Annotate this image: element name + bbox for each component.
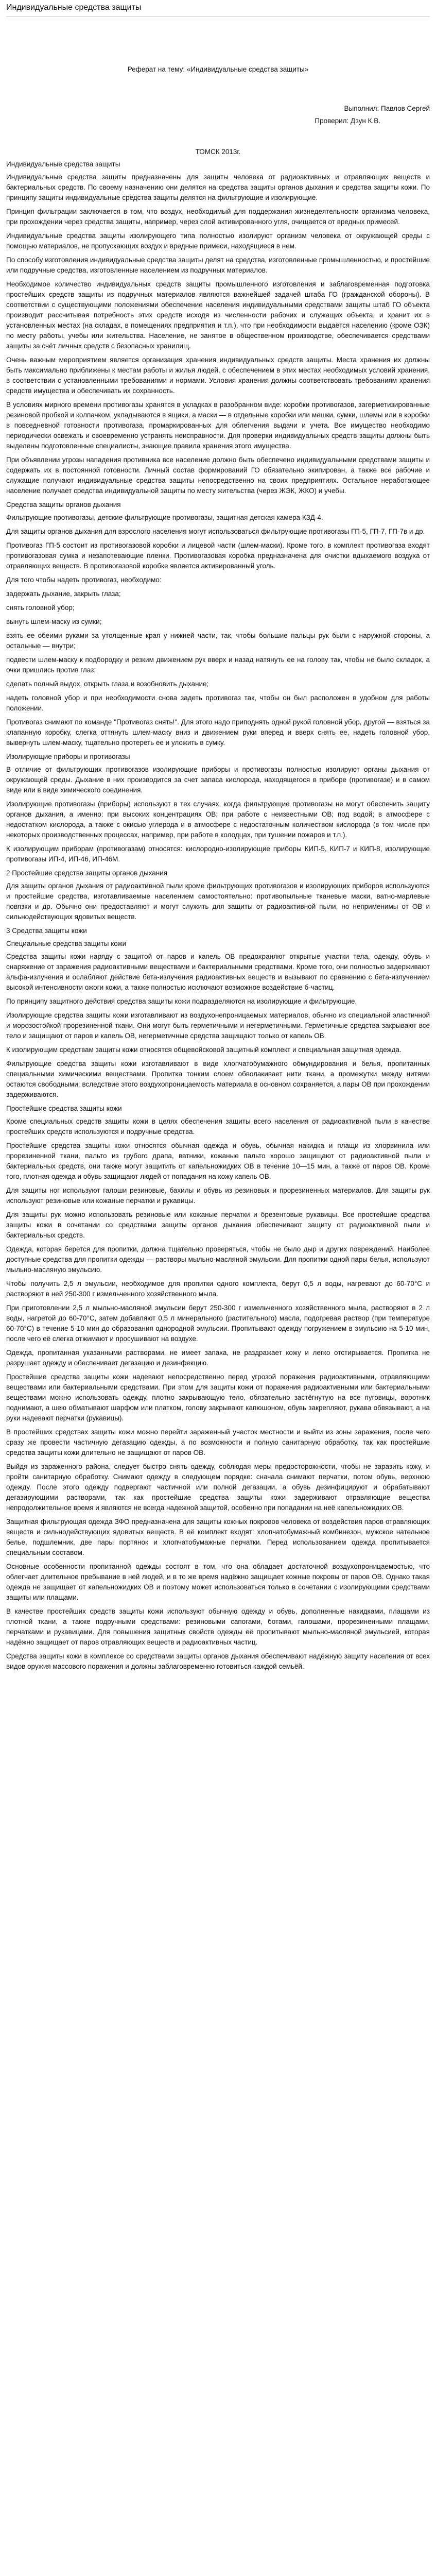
paragraph: При приготовлении 2,5 л мыльно-масляной эмульсии берут 250-300 г измельченного хозяйственного мыла, растворяют в 2 л воды, нагретой до 60-70°С, затем добавляют 0,5 л минерального (растительного) масла, подогревая раствор (при температуре 60-70°С) в течение 5-10 мин до образования однородной эмульсии. Пропитывают одежду погружением в эмульсию на 5-10 мин, после чего её слегка отжимают и просушивают на воздухе.: [6, 1304, 430, 1343]
document-title: Индивидуальные средства защиты: [6, 3, 142, 12]
paragraph: Выйдя из зараженного района, следует быстро снять одежду, соблюдая меры предосторожности, чтобы не заразить кожу, и пройти санитарную обработку. Снимают одежду в следующем порядке: сначала снимают перчатки, потом обувь, верхнюю одежду. После этого одежду подвергают частичной или полной дегазации, а обувь дезинфицируют и обрабатывают дегазирующими растворами, так как простейшие средства защиты кожи задерживают отравляющие вещества непродолжительное время и являются не всегда надежной защитой, особенно при попадании на неё капельножидких ОВ.: [6, 1463, 430, 1512]
paragraph: Для того чтобы надеть противогаз, необходимо:: [6, 576, 162, 584]
paragraph: вынуть шлем-маску из сумки;: [6, 618, 102, 625]
paragraph: задержать дыхание, закрыть глаза;: [6, 590, 121, 598]
paragraph: К изолирующим средствам защиты кожи относятся общевойсковой защитный комплект и специальная защитная одежда.: [6, 1046, 402, 1054]
section-heading: Специальные средства защиты кожи: [6, 940, 127, 947]
paragraph: Индивидуальные средства защиты изолирующего типа полностью изолируют организм человека от окружающей среды с помощью материалов, не пропускающих воздух и вредные примеси, находящиеся в нем.: [6, 232, 430, 250]
title-divider: [6, 16, 430, 17]
paragraph: Изолирующие противогазы (приборы) используют в тех случаях, когда фильтрующие противогазы не могут обеспечить защиту органов дыхания, а именно: при высоких концентрациях ОВ; при работе с неизвестными ОВ; под водой; в атмосфере с недостатком кислорода, а также с окисью углерода и в атмосфере с недостаточным количеством кислорода (в том числе при некоторых производственных процессах, например, при работе в колодцах, при тушении пожаров и т.п.).: [6, 800, 430, 839]
paragraph: Изолирующие средства защиты кожи изготавливают из воздухонепроницаемых материалов, обычно из специальной эластичной и морозостойкой прорезиненной ткани. Они могут быть герметичными и негерметичными. Герметичные средства закрывают все тело и защищают от паров и капель ОВ, негерметичные средства защищают только от капель ОВ.: [6, 1011, 430, 1040]
paragraph: Для защиты органов дыхания от радиоактивной пыли кроме фильтрующих противогазов и изолирующих приборов используются и простейшие средства, изготавливаемые населением самостоятельно: противопыльные тканевые маски, ватно-марлевые повязки и др. Обычно они предоставляют и могут служить для защиты от радиоактивной пыли, но неприменимы от ОВ и сильнодействующих ядовитых веществ.: [6, 882, 430, 921]
paragraph: Одежда, пропитанная указанными растворами, не имеет запаха, не раздражает кожу и легко отстирывается. Пропитка не разрушает одежду и обеспечивает дегазацию и дезинфекцию.: [6, 1349, 430, 1367]
paragraph: В условиях мирного времени противогазы хранятся в укладках в разобранном виде: коробки противогазов, загерметизированные резиновой пробкой и колпачком, укладываются в ящики, а маски — в отдельные коробки или мешки, сумки, шлемы или в коробки в повседневной готовности противогаза, промаркированных для облегчения выдачи и учета. Все имущество необходимо периодически освежать и своевременно устранять неисправности. Для проверки индивидуальных средств защиты должны быть выделены подготовленные специалисты, знающие правила хранения этого имущества.: [6, 401, 430, 450]
checker-line: Проверил: Дзун К.В.: [315, 117, 380, 125]
section-heading: Простейшие средства защиты кожи: [6, 1105, 122, 1112]
author-line: Выполнил: Павлов Сергей: [344, 105, 430, 112]
section-heading: Индивидуальные средства защиты: [6, 160, 120, 168]
section-heading: Изолирующие приборы и противогазы: [6, 753, 130, 760]
paragraph: К изолирующим приборам (противогазам) относятся: кислородно-изолирующие приборы КИП-5, КИП-7 и КИП-8, изолирующие противогазы ИП-4, ИП-46, ИП-46М.: [6, 845, 430, 863]
paragraph: По способу изготовления индивидуальные средства защиты делят на средства, изготовленные промышленностью, и простейшие или подручные средства, изготовленные населением из подручных материалов.: [6, 256, 430, 274]
paragraph: Для защиты рук можно использовать резиновые или кожаные перчатки и брезентовые рукавицы. Все простейшие средства защиты кожи в сочетании со средствами защиты органов дыхания обеспечивают защиту от радиоактивной пыли и бактериальных средств.: [6, 1211, 430, 1239]
paragraph: Основные особенности пропитанной одежды состоят в том, что она обладает достаточной воздухопроницаемостью, что облегчает длительное пребывание в ней людей, и в то же время надёжно защищает кожные покровы от паров ОВ. Однако такая одежда не защищает от капельножидких ОВ и поэтому может использоваться только в сочетании с изолирующими средствами защиты или плащами.: [6, 1563, 430, 1601]
paragraph: Кроме специальных средств защиты кожи в целях обеспечения защиты всего населения от радиоактивной пыли в качестве простейших средств используются и подручные средства.: [6, 1117, 430, 1136]
paragraph: Простейшие средства защиты кожи относятся обычная одежда и обувь, обычная накидка и плащи из хлорвинила или прорезиненной ткани, пальто из грубого драпа, ватники, кожаные пальто хорошо защищают от радиоактивной пыли и бактериальных средств, они также могут защитить от капельножидких ОВ в течение 10—15 мин, а также от паров ОВ. Кроме того, плотная одежда и обувь защищают людей от попадания на кожу капель ОВ.: [6, 1142, 430, 1180]
document-body: [6, 159, 430, 1672]
paragraph: Необходимое количество индивидуальных средств защиты промышленного изготовления и заблаговременная подготовка простейших средств защиты из подручных материалов являются важнейшей задачей штаба ГО (гражданской обороны). В соответствии с существующими положениями обеспечение населения индивидуальными средствами защиты штаб ГО объекта производит рассчитывая потребность этих средств исходя из численности рабочих и служащих объекта, и хранит их в установленных местах (на складах, в помещениях предприятия и т.п.), что при необходимости выдаётся населению (кроме ОЗК) по месту работы, учебы или жительства. Население, не занятое в общественном производстве, обеспечивается средствами защиты за счёт личных средств с безопасных хранилищ.: [6, 280, 430, 350]
document-page: [0, 2, 436, 2576]
section-heading: 2 Простейшие средства защиты органов дыхания: [6, 869, 168, 877]
paragraph: Защитная фильтрующая одежда ЗФО предназначена для защиты кожных покровов человека от воздействия паров отравляющих веществ и сильнодействующих ядовитых веществ. В её комплект входят: хлопчатобумажный комбинезон, мужское нательное белье, подшлемник, две пары портянок и хлопчатобумажные перчатки. Перед использованием одежда пропитывается специальным составом.: [6, 1518, 430, 1556]
paragraph: Противогаз ГП-5 состоит из противогазовой коробки и лицевой части (шлем-маски). Кроме того, в комплект противогаза входят противогазовая сумка и незапотевающие пленки. Противогазовая коробка предназначена для очистки вдыхаемого воздуха от отравляющих веществ. В противогазовой коробке является активированный уголь.: [6, 541, 430, 570]
paragraph: Очень важным мероприятием является организация хранения индивидуальных средств защиты. Места хранения их должны быть максимально приближены к местам работы и жилья людей, с обеспечением в этих местах необходимых условий хранения, в соответствии с установленными требованиями и нормами. Условия хранения должны соответствовать требованиям хранения средств имущества и обеспечивать их сохранность.: [6, 356, 430, 395]
paragraph: Простейшие средства защиты кожи надевают непосредственно перед угрозой поражения радиоактивными, отравляющими веществами или бактериальными средствами. При этом для защиты кожи от поражения радиоактивными или бактериальными веществами можно использовать одежду, плотно закрывающую тело, обязательно застёгнутую на все пуговицы, воротник поднимают, а шею обматывают шарфом или платком, голову закрывают капюшоном, обувь закрепляют, рукава обвязывают, а на руки надевают перчатки (рукавицы).: [6, 1373, 430, 1422]
paragraph: В отличие от фильтрующих противогазов изолирующие приборы и противогазы полностью изолируют органы дыхания от окружающей среды. Дыхание в них производится за счет запаса кислорода, находящегося в приборе (противогазе) и в самом виде или в виде химического соединения.: [6, 766, 430, 794]
paragraph: В простейших средствах защиты кожи можно перейти зараженный участок местности и выйти из зоны заражения, после чего сразу же провести частичную дегазацию одежды, а по возможности и полную санитарную обработку, так как простейшие средства защиты кожи длительно не защищают от паров ОВ.: [6, 1428, 430, 1456]
paragraph: сделать полный выдох, открыть глаза и возобновить дыхание;: [6, 680, 209, 688]
paragraph: взять ее обеими руками за утолщенные края у нижней части, так, чтобы большие пальцы рук были с наружной стороны, а остальные — внутри;: [6, 632, 430, 650]
paragraph: При объявлении угрозы нападения противника все население должно быть обеспечено индивидуальными средствами защиты и содержать их в постоянной готовности. Личный состав формирований ГО обязательно экипирован, а также все рабочие и служащие получают индивидуальные средства защиты непосредственно на своих предприятиях. Остальное неработающее население получает средства индивидуальной защиты по месту жительства (через ЖЭК, ЖКО) и учебы.: [6, 456, 430, 495]
paragraph: Средства защиты кожи в комплексе со средствами защиты органов дыхания обеспечивают надёжную защиту населения от всех видов оружия массового поражения и должны заблаговременно готовиться каждой семьёй.: [6, 1652, 430, 1670]
paragraph: подвести шлем-маску к подбородку и резким движением рук вверх и назад натянуть ее на голову так, чтобы не было складок, а очки пришлись против глаз;: [6, 656, 430, 674]
paragraph: Для защиты органов дыхания для взрослого населения могут использоваться фильтрующие противогазы ГП-5, ГП-7, ГП-7в и др.: [6, 528, 425, 535]
paragraph: Одежда, которая берется для пропитки, должна тщательно проверяться, чтобы не было дыр и других повреждений. Наиболее доступные средства для пропитки одежды — растворы мыльно-масляной эмульсии. Для пропитки одной пары белья, используют мыльно-масляную эмульсию.: [6, 1245, 430, 1274]
paragraph: Для защиты ног используют галоши резиновые, бахилы и обувь из резиновых и прорезиненных материалов. Для защиты рук используют резиновые или кожаные перчатки и рукавицы.: [6, 1187, 430, 1205]
paragraph: Фильтрующие средства защиты кожи изготавливают в виде хлопчатобумажного обмундирования и белья, пропитанных специальными химическими веществами. Пропитка тонким слоем обволакивает нити ткани, а промежутки между нитями остаются свободными; вследствие этого воздухопроницаемость материала в основном сохраняется, а пары ОВ при прохождении задерживаются.: [6, 1060, 430, 1098]
report-topic: Реферат на тему: «Индивидуальные средства защиты»: [127, 65, 309, 73]
paragraph: По принципу защитного действия средства защиты кожи подразделяются на изолирующие и фильтрующие.: [6, 997, 357, 1005]
paragraph: надеть головной убор и при необходимости снова задеть противогаз так, чтобы он был расположен в удобном для работы положении.: [6, 694, 430, 712]
section-heading: Средства защиты органов дыхания: [6, 501, 121, 509]
paragraph: Принцип фильтрации заключается в том, что воздух, необходимый для поддержания жизнедеятельности организма человека, при прохождении через средства защиты, например, через слой активированного угля, очищается от вредных примесей.: [6, 208, 430, 226]
paragraph: Индивидуальные средства защиты предназначены для защиты человека от радиоактивных и отравляющих веществ и бактериальных средств. По своему назначению они делятся на средства защиты органов дыхания и средства защиты кожи. По принципу защиты индивидуальные средства защиты делятся на фильтрующие и изолирующие.: [6, 173, 430, 201]
paragraph: снять головной убор;: [6, 604, 75, 612]
paragraph: Чтобы получить 2,5 л эмульсии, необходимое для пропитки одного комплекта, берут 0,5 л воды, нагревают до 60-70°С и растворяют в ней 250-300 г измельченного хозяйственного мыла.: [6, 1280, 430, 1298]
city-year: ТОМСК 2013г.: [195, 148, 241, 156]
paragraph: Фильтрующие противогазы, детские фильтрующие противогазы, защитная детская камера КЗД-4.: [6, 514, 323, 521]
paragraph: Противогаз снимают по команде "Противогаз снять!". Для этого надо приподнять одной рукой головной убор, другой — взяться за клапанную коробку, слегка оттянуть шлем-маску вниз и движением руки вперед и вверх снять ее, надеть головной убор, вывернуть шлем-маску, тщательно протереть ее и уложить в сумку.: [6, 718, 430, 747]
paragraph: В качестве простейших средств защиты кожи используют обычную одежду и обувь, дополненные накидками, плащами из плотной ткани, а также подручными средствами: резиновыми сапогами, ботами, галошами, прорезиненными плащами, перчатками и рукавицами. Для повышения защитных свойств одежды её пропитывают мыльно-масляной эмульсией, которая надёжно защищает от паров отравляющих веществ и радиоактивных частиц.: [6, 1607, 430, 1646]
section-heading: 3 Средства защиты кожи: [6, 927, 87, 935]
paragraph: Средства защиты кожи наряду с защитой от паров и капель ОВ предохраняют открытые участки тела, одежду, обувь и снаряжение от заражения радиоактивными веществами и бактериальными средствами. Кроме того, они полностью задерживают альфа-излучения и ослабляют действие бета-излучения радиоактивных веществ и вызывают по сравнению с бета-излучением высокой интенсивности ожоги кожи, а также полностью исключают возможное воздействие б-частиц.: [6, 953, 430, 991]
